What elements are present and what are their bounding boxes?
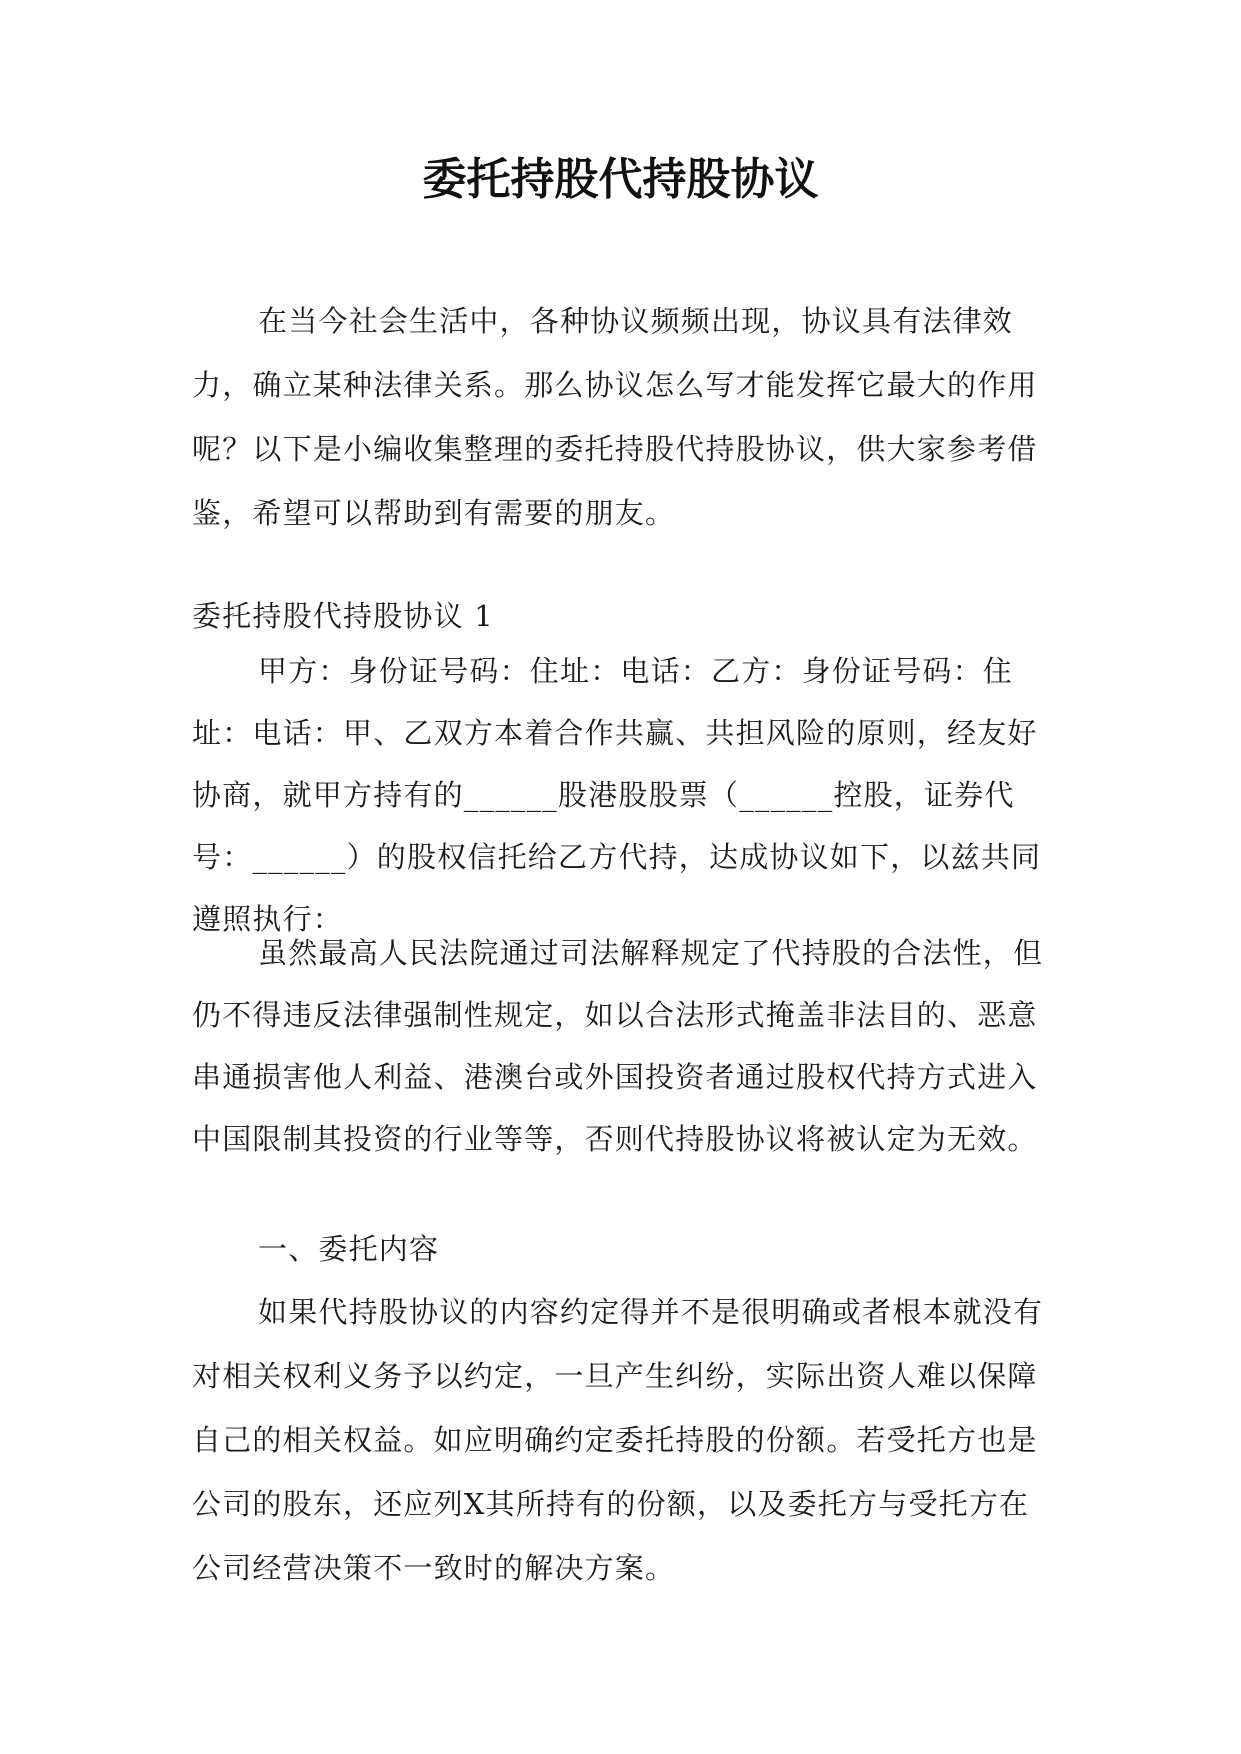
legality-paragraph: 虽然最高人民法院通过司法解释规定了代持股的合法性，但仍不得违反法律强制性规定，如以合法形式掩盖非法目的、恶意串通损害他人利益、港澳台或外国投资者通过股权代持方式进入中国限制其投资的行业等等，否则代持股协议将被认定为无效。 xyxy=(192,936,1044,1156)
parties-paragraph: 甲方：身份证号码：住址：电话：乙方：身份证号码：住址：电话：甲、乙双方本着合作共赢、共担风险的原则，经友好协商，就甲方持有的______股港股股票（______控股，证券代号：______）的股权信托给乙方代持，达成协议如下，以兹共同遵照执行： xyxy=(192,654,1042,936)
section-title: 委托持股代持股协议 1 xyxy=(192,599,494,633)
document-title: 委托持股代持股协议 xyxy=(422,154,819,205)
intro-paragraph: 在当今社会生活中，各种协议频频出现，协议具有法律效力，确立某种法律关系。那么协议怎么写才能发挥它最大的作用呢？以下是小编收集整理的委托持股代持股协议，供大家参考借鉴，希望可以帮助到有需要的朋友。 xyxy=(192,304,1038,530)
heading-entrusted-content: 一、委托内容 xyxy=(258,1232,440,1266)
content-paragraph: 如果代持股协议的内容约定得并不是很明确或者根本就没有对相关权利义务予以约定，一旦产生纠纷，实际出资人难以保障自己的相关权益。如应明确约定委托持股的份额。若受托方也是公司的股东，还应列X其所持有的份额，以及委托方与受托方在公司经营决策不一致时的解决方案。 xyxy=(192,1295,1044,1585)
